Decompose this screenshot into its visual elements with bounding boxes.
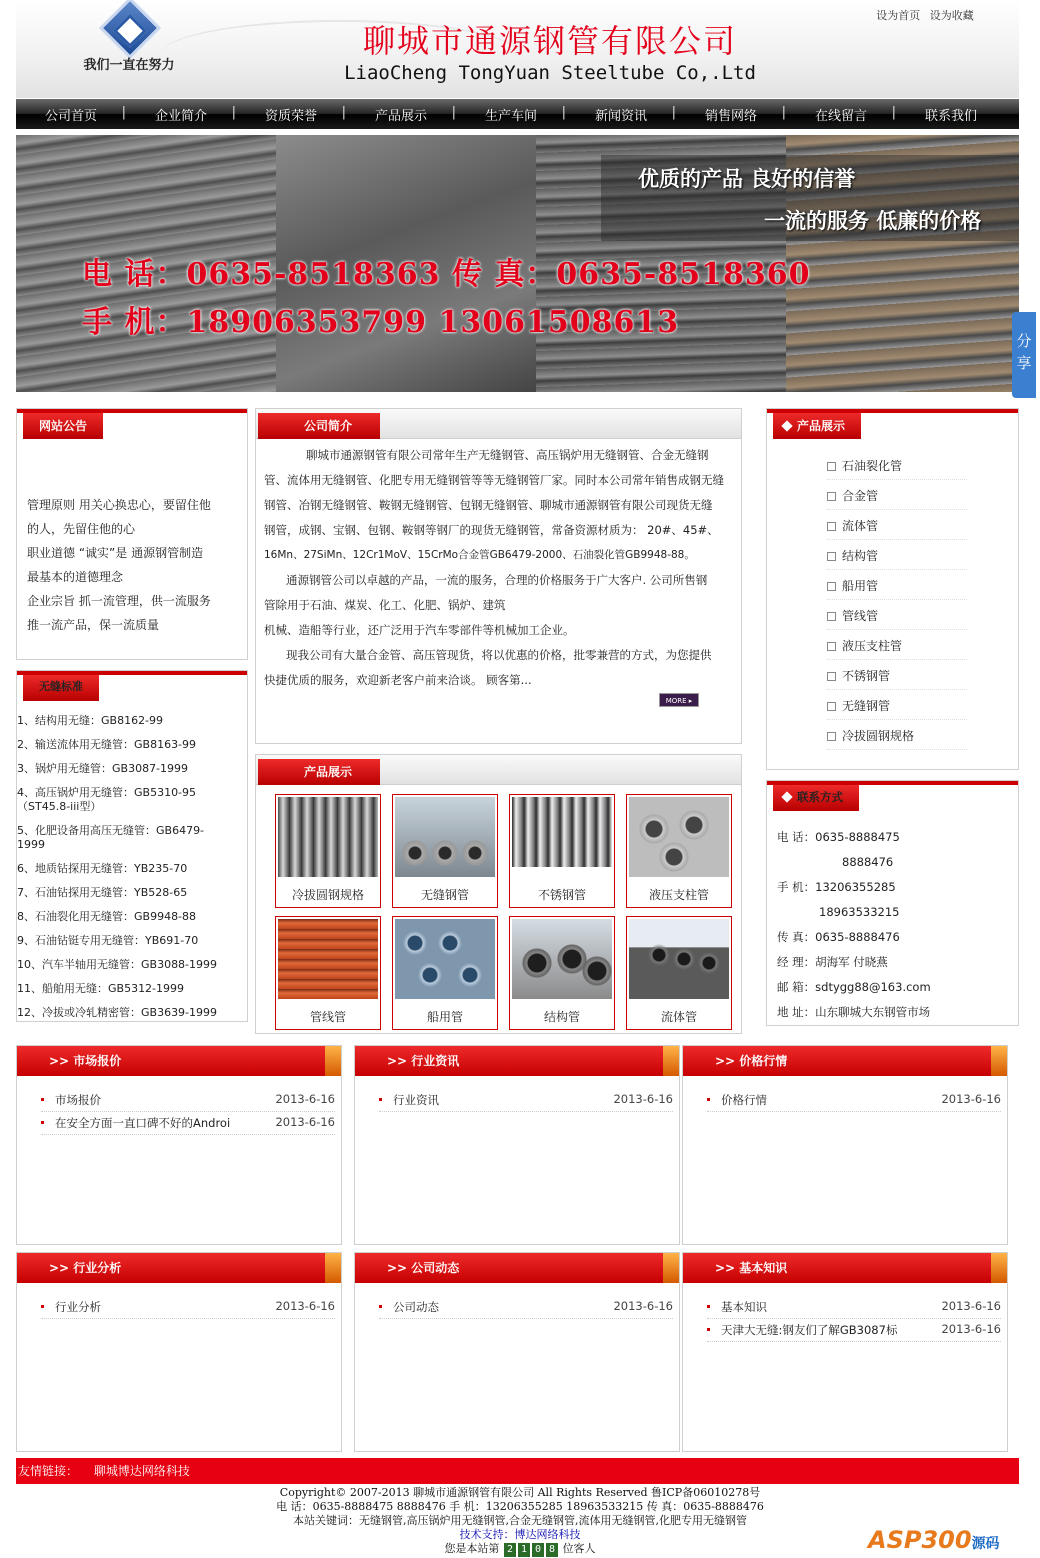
diamond-icon <box>781 791 792 802</box>
news-link[interactable]: 行业资讯 <box>393 1093 439 1107</box>
news-row <box>707 1322 1001 1342</box>
top-links <box>830 7 1020 23</box>
contact-mobile: 手 机：13206355285 <box>777 880 896 894</box>
news-date: 2013-6-16 <box>941 1322 1001 1336</box>
standards-title: 无缝标准 <box>23 675 99 701</box>
visitor-suffix: 位客人 <box>562 1542 596 1555</box>
news-box-industry-analysis <box>16 1252 342 1452</box>
header-corner <box>663 1253 679 1283</box>
product-image <box>278 919 378 999</box>
product-image <box>512 919 612 999</box>
news-box-header: >> 市场报价 <box>17 1046 341 1076</box>
news-date: 2013-6-16 <box>275 1299 335 1313</box>
news-date: 2013-6-16 <box>613 1299 673 1313</box>
set-homepage-link[interactable]: 设为首页 <box>876 9 921 22</box>
standard-item: 8、石油裂化用无缝管：GB9948-88 <box>17 910 197 923</box>
notice-line: 的人，先留住他的心 <box>27 522 136 536</box>
contact-fax: 传 真：0635-8888476 <box>777 930 900 944</box>
notice-line: 企业宗旨 抓一流管理，供一流服务 <box>27 594 211 608</box>
contact-lines <box>777 825 1017 1025</box>
nav-products[interactable]: 产品展示 | <box>346 105 456 124</box>
product-thumb[interactable] <box>392 794 498 908</box>
nav-workshop[interactable]: 生产车间 | <box>456 105 566 124</box>
nav-guestbook[interactable]: 在线留言 | <box>786 105 896 124</box>
standard-item: 4、高压锅炉用无缝管：GB5310-95 <box>17 786 197 799</box>
watermark-logo: ASP300源码 <box>868 1526 1000 1554</box>
gallery-title: 产品展示 <box>258 759 380 785</box>
notice-line: 推一流产品，保一流质量 <box>27 618 160 632</box>
standard-item: 7、石油钻探用无缝管：YB528-65 <box>17 886 188 899</box>
nav-sales-network[interactable]: 销售网络 | <box>676 105 786 124</box>
standards-panel <box>16 670 248 1022</box>
notice-panel <box>16 408 248 660</box>
product-caption: 无缝钢管 <box>420 888 469 902</box>
notice-line: 最基本的道德理念 <box>27 570 124 584</box>
banner-tagline-2: 一流的服务 低廉的价格 <box>764 208 982 233</box>
news-box-market-quotes <box>16 1045 342 1245</box>
product-link[interactable]: 流体管 <box>827 517 967 540</box>
product-link[interactable]: 船用管 <box>827 577 967 600</box>
contact-phone-2: 8888476 <box>842 855 894 869</box>
news-box-header: >> 行业资讯 <box>355 1046 679 1076</box>
product-caption: 冷拔圆钢规格 <box>291 888 364 902</box>
standard-item: （ST45.8-iii型） <box>17 800 102 813</box>
banner-phone-fax: 电 话：0635-8518363 传 真：0635-8518360 <box>82 257 811 292</box>
product-image <box>629 919 729 999</box>
notice-line: 管理原则 用关心换忠心，要留住他 <box>27 498 211 512</box>
news-link[interactable]: 行业分析 <box>55 1300 101 1314</box>
standard-item: 1、结构用无缝：GB8162-99 <box>17 714 164 727</box>
company-name-cn: 聊城市通源钢管有限公司 <box>362 22 737 60</box>
nav-contact[interactable]: 联系我们 <box>924 108 977 124</box>
contact-address: 地 址：山东聊城大东钢管市场 <box>777 1005 931 1019</box>
contact-panel <box>766 780 1019 1026</box>
news-date: 2013-6-16 <box>941 1299 1001 1313</box>
tech-support-label: 技术支持： <box>459 1528 515 1541</box>
standard-item: 6、地质钻探用无缝管：YB235-70 <box>17 862 188 875</box>
header-corner <box>991 1253 1007 1283</box>
share-tab[interactable]: 分享 <box>1012 312 1036 398</box>
news-row <box>41 1092 335 1112</box>
product-image <box>629 797 729 877</box>
visitor-prefix: 您是本站第 <box>444 1542 500 1555</box>
product-image <box>395 919 495 999</box>
standard-item: 11、船舶用无缝：GB5312-1999 <box>17 982 185 995</box>
intro-line: 快捷优质的服务，欢迎新老客户前来洽谈。 顾客第... <box>264 673 532 687</box>
news-date: 2013-6-16 <box>613 1092 673 1106</box>
intro-line: 16Mn、27SiMn、12Cr1MoV、15CrMo合金管GB6479-2000、石油裂化管GB9948-88。 <box>264 549 695 561</box>
intro-line: 钢管，成钢、宝钢、包钢、鞍钢等钢厂的现货无缝钢管，常备资源材质为： 20#、45#、 <box>264 523 719 537</box>
product-caption: 结构管 <box>543 1010 580 1024</box>
site-footer <box>200 1486 840 1557</box>
product-image <box>512 797 612 877</box>
visitor-counter <box>200 1542 840 1557</box>
product-image <box>395 797 495 877</box>
main-nav <box>16 99 1019 129</box>
news-link[interactable]: 在安全方面一直口碑不好的Androi <box>55 1116 231 1130</box>
news-date: 2013-6-16 <box>941 1092 1001 1106</box>
standards-list <box>17 709 247 1022</box>
banner-tagline-1: 优质的产品 良好的信誉 <box>638 166 856 191</box>
footer-contact: 电 话：0635-8888475 8888476 手 机：13206355285 18963533215 传 真：0635-8888476 <box>276 1500 764 1513</box>
intro-line: 管、流体用无缝钢管、化肥专用无缝钢管等等无缝钢管厂家。同时本公司常年销售成钢无缝 <box>264 473 724 487</box>
nav-about[interactable]: 企业简介 | <box>126 105 236 124</box>
news-link[interactable]: 价格行情 <box>721 1093 767 1107</box>
product-link[interactable]: 合金管 <box>827 487 967 510</box>
hero-banner <box>16 135 1019 392</box>
intro-title: 公司简介 <box>258 413 380 439</box>
counter-digit: 1 <box>518 1543 530 1557</box>
product-thumb[interactable] <box>275 916 381 1030</box>
news-box-header: >> 行业分析 <box>17 1253 341 1283</box>
news-box-price-trends <box>682 1045 1008 1245</box>
contact-manager: 经 理：胡海军 付晓燕 <box>777 955 888 969</box>
contact-phone: 电 话：0635-8888475 <box>777 830 900 844</box>
friend-link[interactable]: 聊城博达网络科技 <box>93 1464 190 1478</box>
notice-title: 网站公告 <box>23 413 103 439</box>
intro-line: 聊城市通源钢管有限公司常年生产无缝钢管、高压锅炉用无缝钢管、合金无缝钢 <box>306 448 709 462</box>
header-corner <box>991 1046 1007 1076</box>
standard-item: 5、化肥设备用高压无缝管：GB6479- <box>17 824 205 837</box>
product-caption: 液压支柱管 <box>648 888 709 902</box>
product-image <box>278 797 378 877</box>
product-caption: 不锈钢管 <box>537 888 586 902</box>
product-link[interactable]: 结构管 <box>827 547 967 570</box>
intro-line: 管除用于石油、煤炭、化工、化肥、锅炉、建筑 <box>264 598 506 612</box>
news-box-basic-knowledge <box>682 1252 1008 1452</box>
product-thumb[interactable] <box>509 794 615 908</box>
product-thumb[interactable] <box>626 794 732 908</box>
slogan: 我们一直在努力 <box>83 58 175 73</box>
news-link[interactable]: 公司动态 <box>393 1300 439 1314</box>
news-box-header: >> 基本知识 <box>683 1253 1007 1283</box>
news-box-industry-news <box>354 1045 680 1245</box>
news-box-header: >> 公司动态 <box>355 1253 679 1283</box>
counter-digit: 8 <box>546 1543 558 1557</box>
news-link[interactable]: 市场报价 <box>55 1093 101 1107</box>
friend-links-bar <box>16 1458 1019 1484</box>
news-box-header: >> 价格行情 <box>683 1046 1007 1076</box>
tech-support-link[interactable]: 博达网络科技 <box>514 1528 581 1541</box>
news-date: 2013-6-16 <box>275 1092 335 1106</box>
notice-content <box>27 493 242 637</box>
diamond-icon <box>781 420 792 431</box>
counter-digit: 0 <box>532 1543 544 1557</box>
news-date: 2013-6-16 <box>275 1115 335 1129</box>
news-row <box>707 1092 1001 1112</box>
header-corner <box>325 1046 341 1076</box>
product-link[interactable]: 石油裂化管 <box>827 457 967 480</box>
contact-mobile-2: 18963533215 <box>819 905 900 919</box>
product-link[interactable]: 冷拔圆钢规格 <box>827 727 967 750</box>
nav-news[interactable]: 新闻资讯 | <box>566 105 676 124</box>
news-row <box>41 1115 335 1135</box>
product-caption: 管线管 <box>309 1010 346 1024</box>
news-link[interactable]: 天津大无缝:钢友们了解GB3087标 <box>721 1323 898 1337</box>
contact-email: 邮 箱：sdtygg88@163.com <box>777 980 931 994</box>
company-name-en: LiaoCheng TongYuan Steeltube Co,.Ltd <box>344 62 756 84</box>
product-link[interactable]: 无缝钢管 <box>827 697 967 720</box>
copyright: Copyright© 2007-2013 聊城市通源钢管有限公司 All Rights Reserved 鲁ICP备06010278号 <box>279 1486 761 1499</box>
standard-item: 1999 <box>17 838 45 851</box>
footer-keywords: 本站关键词：无缝钢管,高压锅炉用无缝钢管,合金无缝钢管,流体用无缝钢管,化肥专用无缝钢管 <box>293 1514 747 1527</box>
news-link[interactable]: 基本知识 <box>721 1300 767 1314</box>
intro-line: 通源钢管公司以卓越的产品，一流的服务，合理的价格服务于广大客户. 公司所售钢 <box>286 573 708 587</box>
intro-line: 现我公司有大量合金管、高压管现货，将以优惠的价格，批零兼营的方式，为您提供 <box>286 648 712 662</box>
news-row <box>707 1299 1001 1319</box>
more-button[interactable]: MORE ▸ <box>659 693 699 707</box>
header-corner <box>325 1253 341 1283</box>
product-thumb[interactable] <box>626 916 732 1030</box>
header-corner <box>663 1046 679 1076</box>
news-row <box>379 1092 673 1112</box>
news-row <box>379 1299 673 1319</box>
standard-item: 10、汽车半轴用无缝管：GB3088-1999 <box>17 958 218 971</box>
intro-line: 机械、造船等行业，还广泛用于汽车零部件等机械加工企业。 <box>264 623 575 637</box>
product-caption: 船用管 <box>426 1010 463 1024</box>
standard-item: 9、石油钻铤专用无缝管：YB691-70 <box>17 934 199 947</box>
add-favorite-link[interactable]: 设为收藏 <box>929 9 974 22</box>
notice-line: 职业道德 “诚实”是 通源钢管制造 <box>27 546 204 560</box>
counter-digit: 2 <box>504 1543 516 1557</box>
product-list-panel <box>766 408 1019 770</box>
product-thumb[interactable] <box>275 794 381 908</box>
contact-title: 联系方式 <box>773 785 859 811</box>
product-link[interactable]: 管线管 <box>827 607 967 630</box>
standard-item: 12、冷拔或冷轧精密管：GB3639-1999 <box>17 1006 218 1019</box>
standard-item: 3、锅炉用无缝管：GB3087-1999 <box>17 762 189 775</box>
product-list-title: 产品展示 <box>773 413 861 439</box>
nav-honors[interactable]: 资质荣誉 | <box>236 105 346 124</box>
product-thumb[interactable] <box>509 916 615 1030</box>
product-caption: 流体管 <box>660 1010 697 1024</box>
friend-links-label: 友情链接： <box>18 1464 79 1478</box>
standard-item: 2、输送流体用无缝管：GB8163-99 <box>17 738 197 751</box>
product-link[interactable]: 不锈钢管 <box>827 667 967 690</box>
banner-mobile: 手 机：18906353799 13061508613 <box>82 305 680 340</box>
product-gallery-panel <box>255 754 742 1034</box>
nav-home[interactable]: 公司首页 | <box>16 105 126 124</box>
news-row <box>41 1299 335 1319</box>
intro-panel <box>255 408 742 744</box>
intro-text <box>264 443 736 693</box>
intro-line: 钢管、冶钢无缝钢管、鞍钢无缝钢管、包钢无缝钢管、聊城市通源钢管有限公司现货无缝 <box>264 498 713 512</box>
tech-support <box>200 1528 840 1542</box>
news-box-company-news <box>354 1252 680 1452</box>
product-link[interactable]: 液压支柱管 <box>827 637 967 660</box>
product-thumb[interactable] <box>392 916 498 1030</box>
